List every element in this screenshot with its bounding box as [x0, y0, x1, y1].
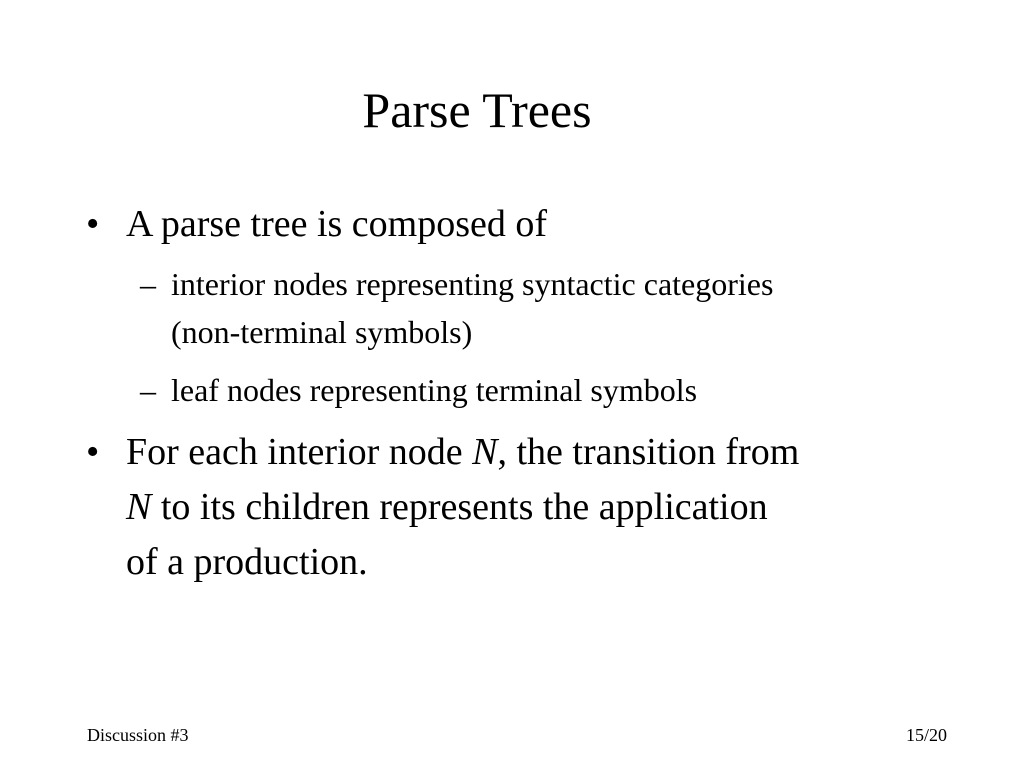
bullet-marker: • — [86, 203, 100, 245]
slide-title: Parse Trees — [362, 82, 592, 138]
subitem-text-line: interior nodes representing syntactic categories — [171, 266, 774, 302]
subitem-text-line: leaf nodes representing terminal symbols — [171, 372, 698, 408]
bullet-text-line — [126, 425, 799, 479]
footer-page-number: 15/20 — [906, 725, 948, 745]
variable-n: N — [472, 431, 498, 473]
text-run: to its children represents the application — [151, 486, 768, 528]
bullet-marker: • — [86, 431, 100, 473]
text-run: For each interior node — [126, 431, 473, 473]
bullet-text: A parse tree is composed of — [126, 203, 548, 245]
footer-left: Discussion #3 — [87, 725, 189, 745]
bullet-text-line — [126, 480, 768, 534]
bullet-text-line: of a production. — [126, 541, 368, 583]
subitem-marker: – — [140, 266, 156, 302]
subitem-text-line: (non-terminal symbols) — [171, 314, 473, 350]
subitem-marker: – — [140, 372, 156, 408]
variable-n: N — [126, 486, 152, 528]
text-run: , the transition from — [497, 431, 800, 473]
